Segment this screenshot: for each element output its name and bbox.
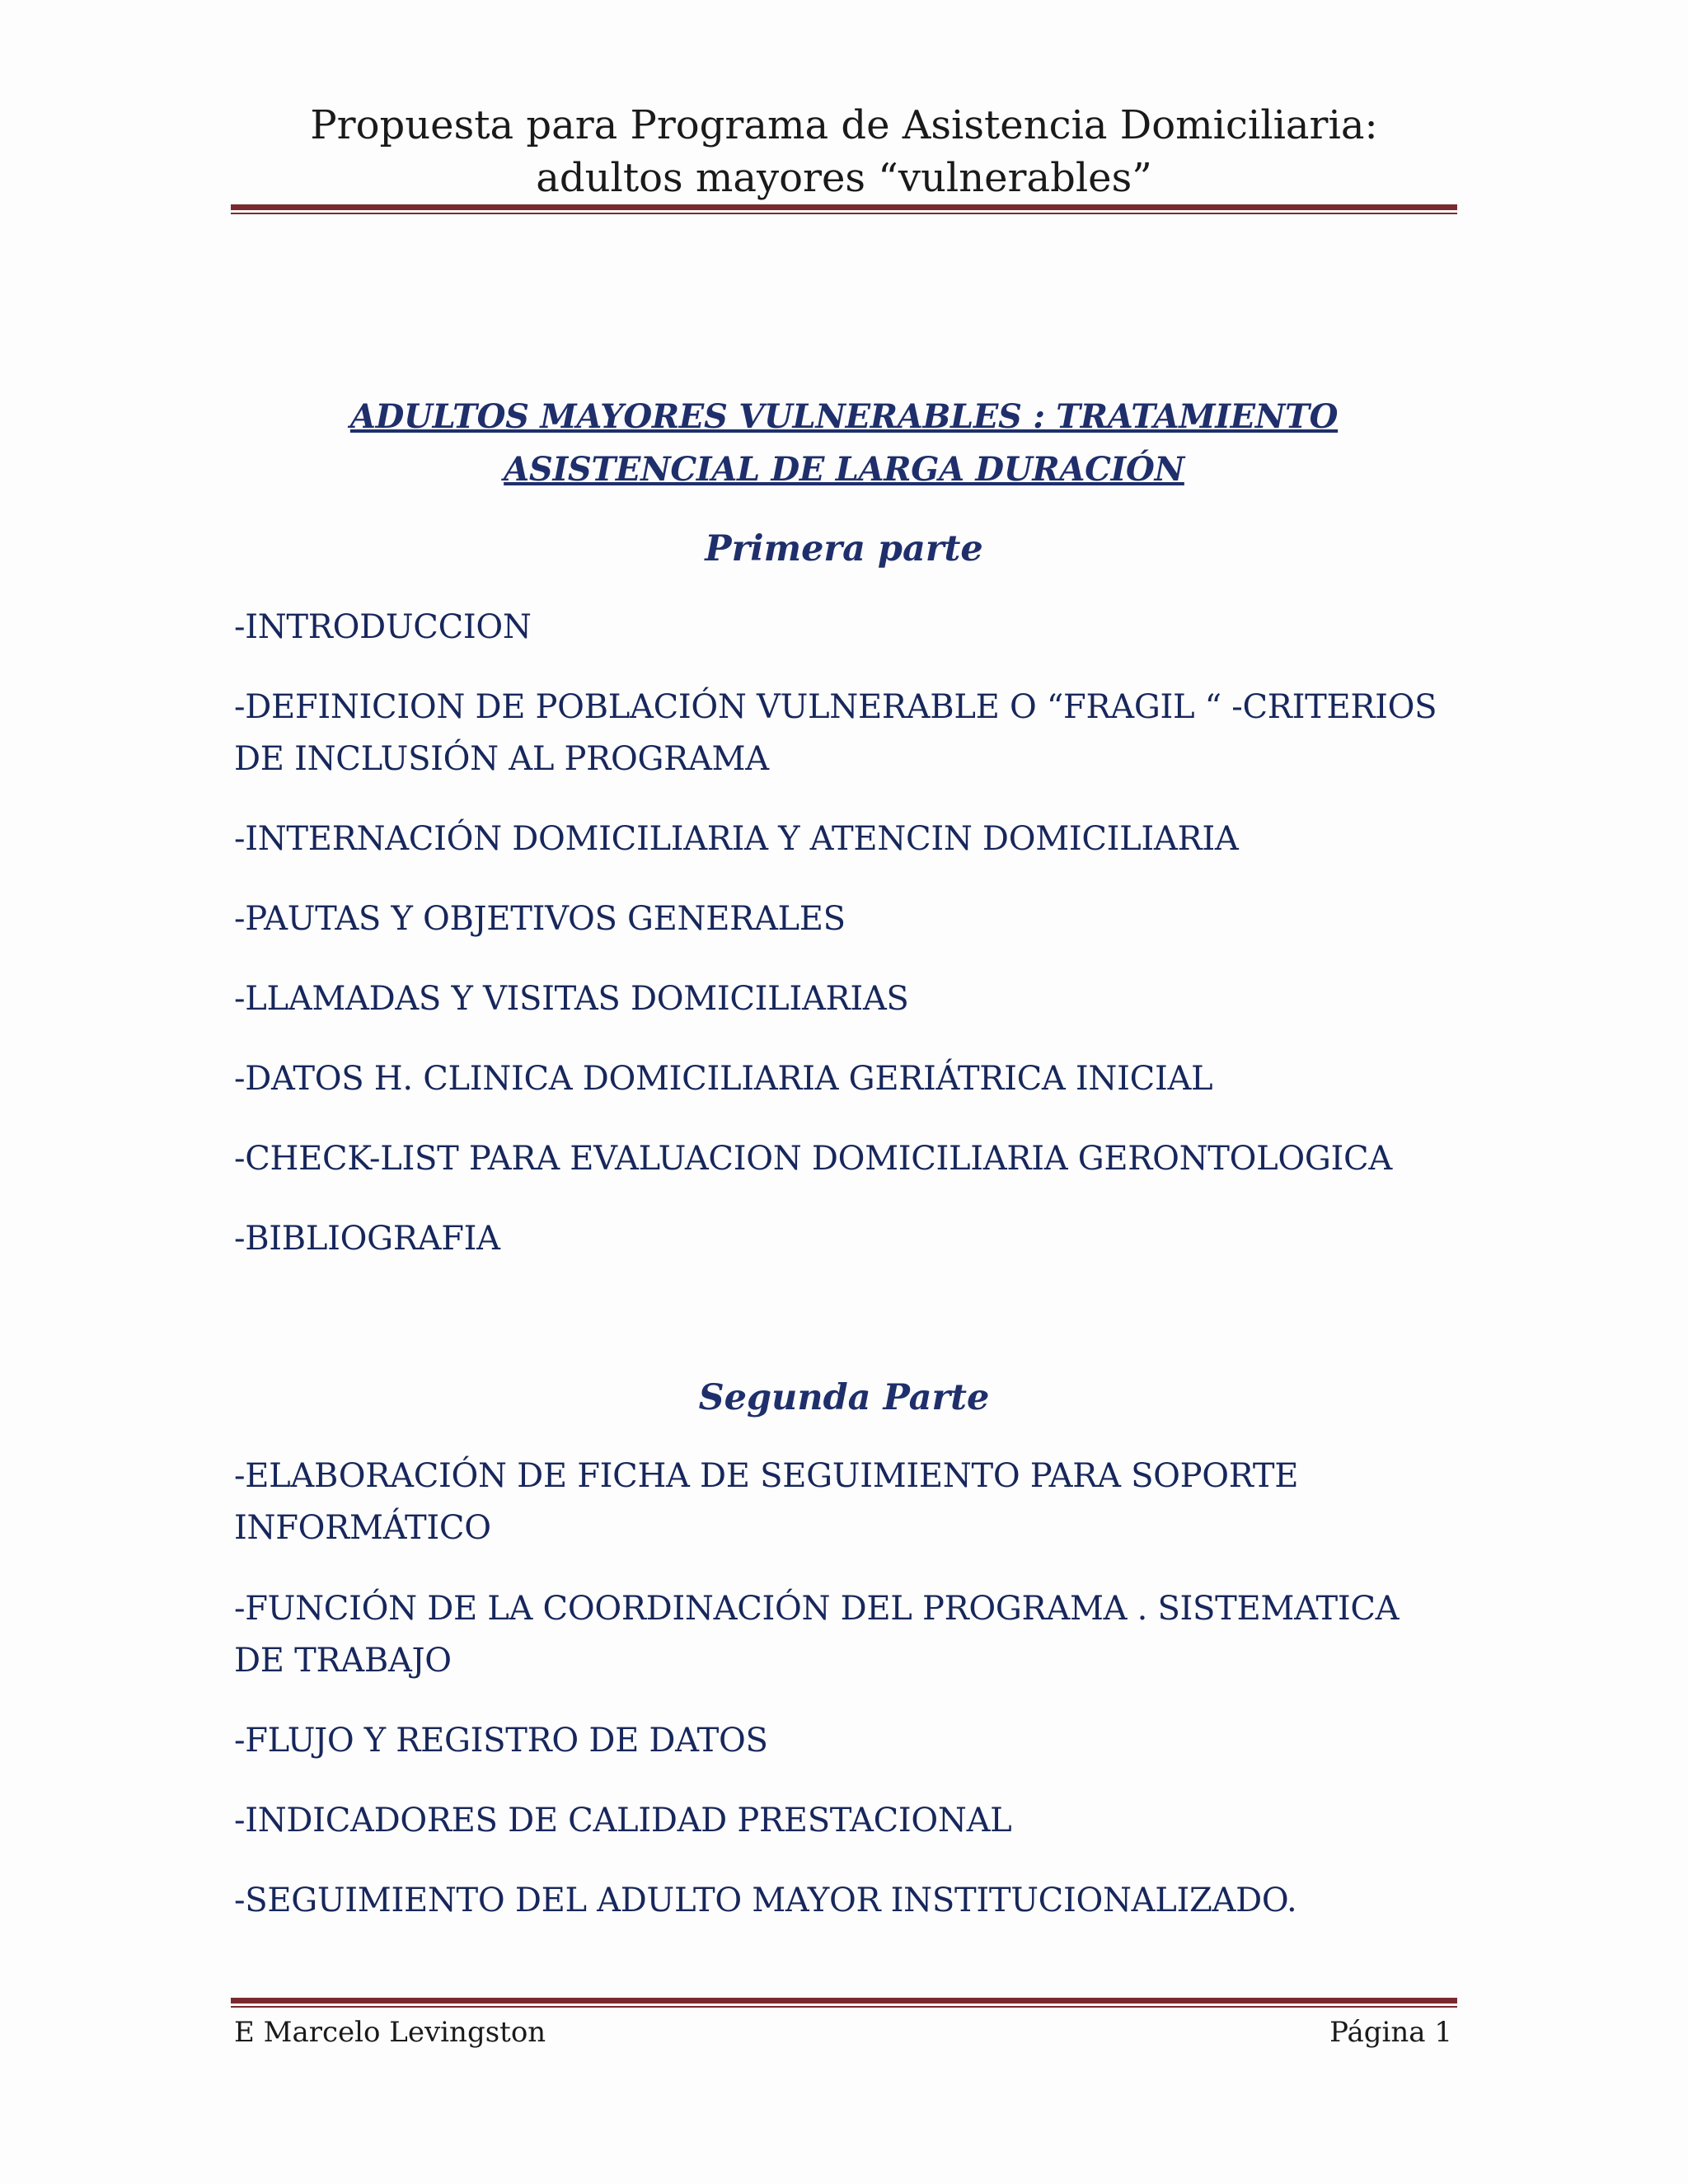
list-item: -CHECK-LIST PARA EVALUACION DOMICILIARIA GERONTOLOGICA [234,1140,1392,1178]
footer-divider [231,1998,1457,2008]
footer-author: E Marcelo Levingston [234,2016,546,2049]
list-item: -LLAMADAS Y VISITAS DOMICILIARIAS [234,980,909,1018]
section-heading-segunda-parte: Segunda Parte [698,1377,990,1418]
list-item: -BIBLIOGRAFIA [234,1220,500,1258]
header-divider [231,204,1457,214]
list-item: -INDICADORES DE CALIDAD PRESTACIONAL [234,1802,1012,1840]
section-heading-primera-parte: Primera parte [705,528,983,569]
page-header-title: Propuesta para Programa de Asistencia Domiciliaria: adultos mayores “vulnerables” [310,102,1378,201]
list-item: -FLUJO Y REGISTRO DE DATOS [234,1722,768,1760]
list-item: -FUNCIÓN DE LA COORDINACIÓN DEL PROGRAMA . SISTEMATICA DE TRABAJO [234,1590,1400,1680]
list-item: -DATOS H. CLINICA DOMICILIARIA GERIÁTRICA INICIAL [234,1060,1213,1098]
list-item: -ELABORACIÓN DE FICHA DE SEGUIMIENTO PARA SOPORTE INFORMÁTICO [234,1457,1299,1547]
list-item: -INTRODUCCION [234,608,532,646]
list-item: -PAUTAS Y OBJETIVOS GENERALES [234,900,846,938]
list-item: -DEFINICION DE POBLACIÓN VULNERABLE O “FRAGIL “ -CRITERIOS DE INCLUSIÓN AL PROGRAMA [234,688,1437,778]
list-item: -SEGUIMIENTO DEL ADULTO MAYOR INSTITUCIONALIZADO. [234,1882,1297,1919]
document-title: ADULTOS MAYORES VULNERABLES : TRATAMIENTO ASISTENCIAL DE LARGA DURACIÓN [349,397,1339,489]
footer-page-number: Página 1 [1329,2016,1452,2049]
list-item: -INTERNACIÓN DOMICILIARIA Y ATENCIN DOMICILIARIA [234,820,1239,858]
